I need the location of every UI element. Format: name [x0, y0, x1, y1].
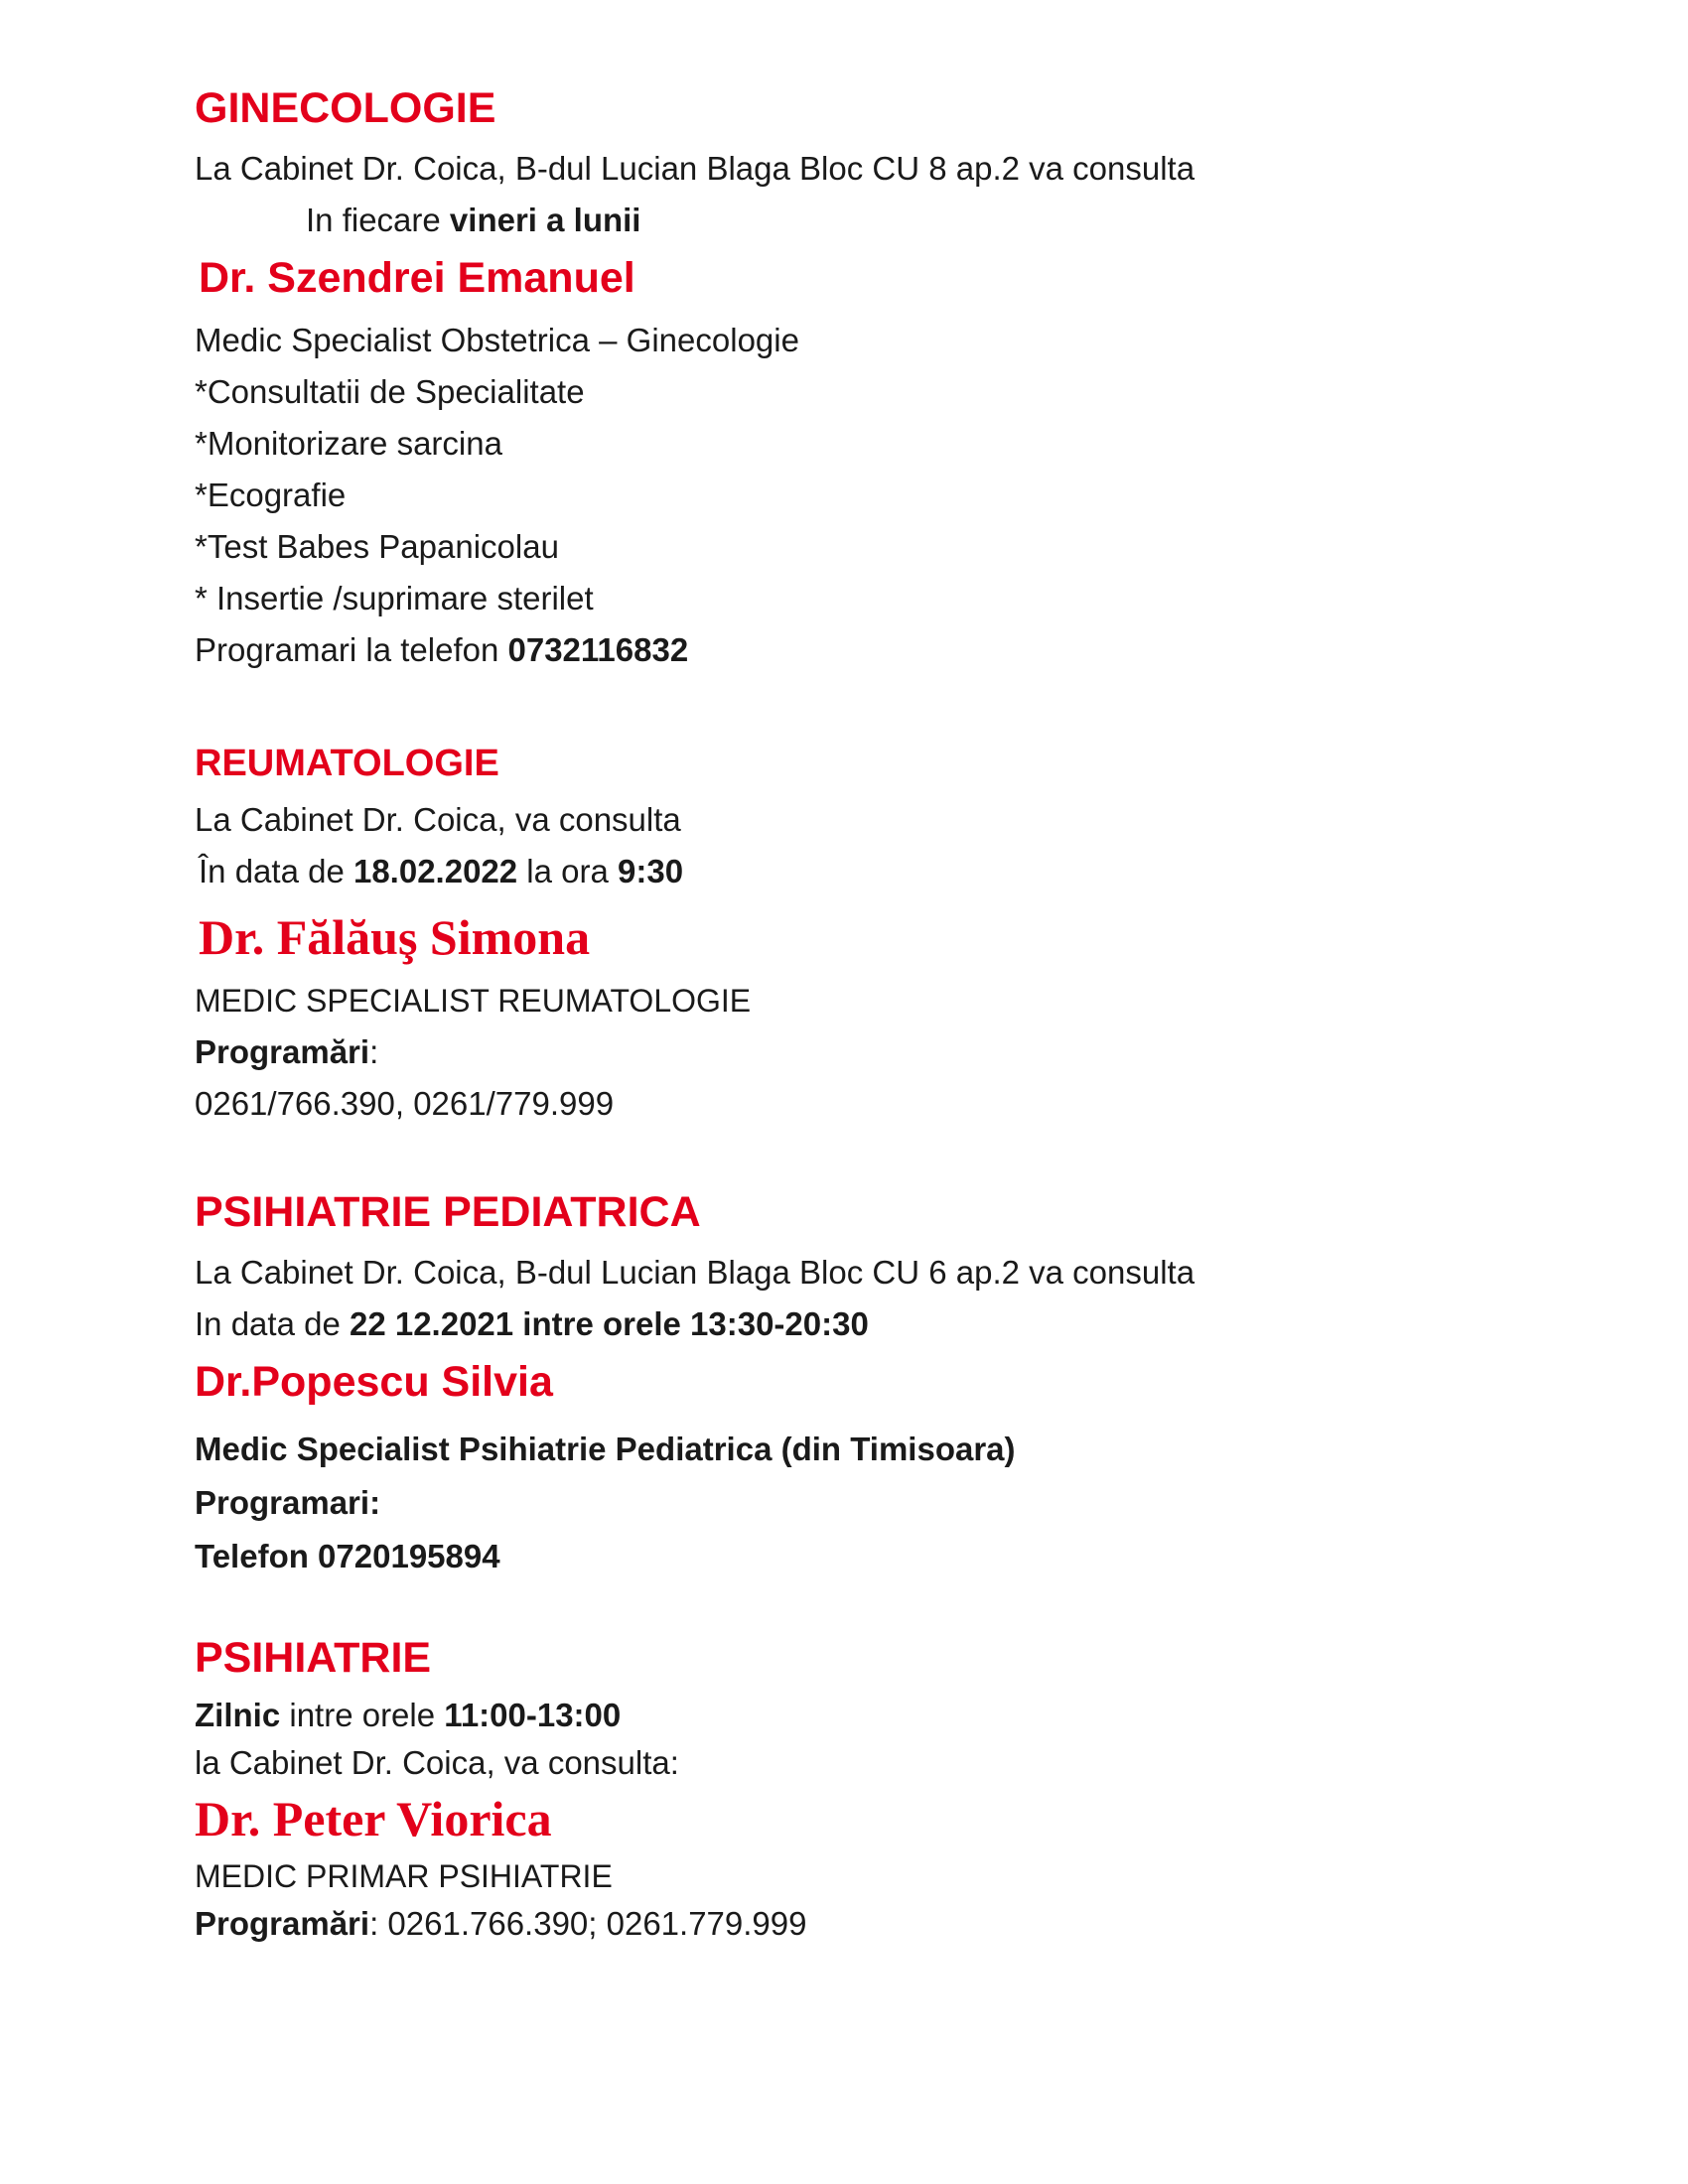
schedule-hours: 11:00-13:00 [444, 1697, 622, 1733]
psihiatrie-pediatrica-location: La Cabinet Dr. Coica, B-dul Lucian Blaga Bloc CU 6 ap.2 va consulta [195, 1254, 1196, 1291]
section-title-psihiatrie: PSIHIATRIE [195, 1634, 432, 1682]
date-value: 18.02.2022 [352, 853, 518, 889]
service-item: * Insertie /suprimare sterilet [195, 580, 594, 616]
section-title-psihiatrie-pediatrica: PSIHIATRIE PEDIATRICA [195, 1188, 701, 1236]
doctor-name-falaus: Dr. Fălăuş Simona [199, 909, 591, 965]
doctor-name-szendrei: Dr. Szendrei Emanuel [199, 254, 635, 302]
reumatologie-location: La Cabinet Dr. Coica, va consulta [195, 801, 681, 838]
service-item: *Ecografie [195, 477, 347, 513]
section-title-ginecologie: GINECOLOGIE [195, 84, 496, 132]
service-item: *Consultatii de Specialitate [195, 373, 585, 410]
schedule-days: Zilnic [195, 1697, 281, 1733]
psihiatrie-pediatrica-date [195, 1304, 869, 1344]
psihiatrie-pediatrica-appointments-label: Programari: [195, 1484, 381, 1521]
phone-number: 0732116832 [507, 631, 689, 668]
psihiatrie-appointments [195, 1904, 807, 1944]
ginecologie-specialty: Medic Specialist Obstetrica – Ginecologie [195, 322, 799, 358]
appointments-label: Programări [195, 1033, 370, 1070]
reumatologie-appointments-label [195, 1032, 378, 1072]
time-prefix: la ora [517, 853, 619, 889]
reumatologie-date [199, 852, 683, 891]
service-item: *Test Babes Papanicolau [195, 528, 559, 565]
psihiatrie-location: la Cabinet Dr. Coica, va consulta: [195, 1744, 679, 1781]
reumatologie-specialty: MEDIC SPECIALIST REUMATOLOGIE [195, 983, 752, 1019]
date-prefix: În data de [199, 853, 353, 889]
date-prefix: In data de [195, 1305, 350, 1342]
phone-prefix: Programari la telefon [195, 631, 508, 668]
psihiatrie-schedule [195, 1696, 621, 1735]
doctor-name-peter: Dr. Peter Viorica [195, 1791, 552, 1846]
ginecologie-location: La Cabinet Dr. Coica, B-dul Lucian Blaga Bloc CU 8 ap.2 va consulta [195, 150, 1196, 187]
appointments-colon: : [369, 1033, 379, 1070]
schedule-prefix: In fiecare [306, 202, 450, 238]
psihiatrie-pediatrica-phone: Telefon 0720195894 [195, 1538, 500, 1574]
reumatologie-phones: 0261/766.390, 0261/779.999 [195, 1085, 615, 1122]
appointments-phones: : 0261.766.390; 0261.779.999 [369, 1905, 807, 1942]
time-value: 9:30 [618, 853, 684, 889]
service-item: *Monitorizare sarcina [195, 425, 502, 462]
ginecologie-schedule [306, 201, 640, 240]
date-time-value: 22 12.2021 intre orele 13:30-20:30 [349, 1305, 869, 1342]
schedule-days: vineri a lunii [449, 202, 641, 238]
section-title-reumatologie: REUMATOLOGIE [195, 743, 499, 784]
doctor-name-popescu: Dr.Popescu Silvia [195, 1358, 553, 1406]
psihiatrie-pediatrica-specialty: Medic Specialist Psihiatrie Pediatrica (din Timisoara) [195, 1431, 1016, 1467]
ginecologie-phone [195, 630, 688, 670]
psihiatrie-specialty: MEDIC PRIMAR PSIHIATRIE [195, 1858, 613, 1894]
schedule-mid: intre orele [280, 1697, 445, 1733]
appointments-label: Programări [195, 1905, 370, 1942]
